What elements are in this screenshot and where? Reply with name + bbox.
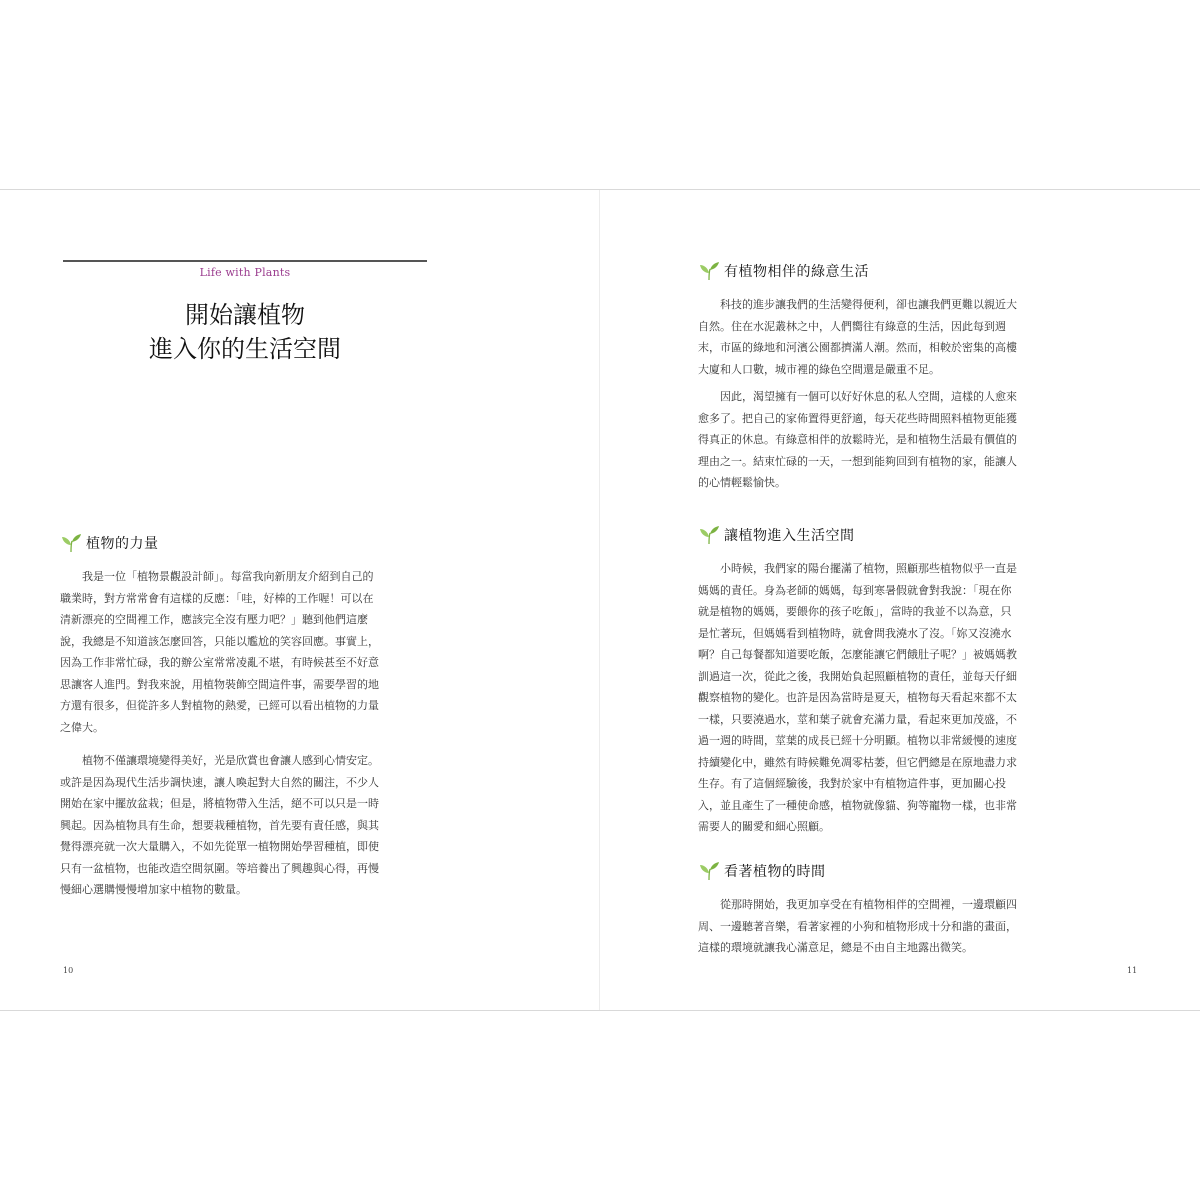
book-spread <box>0 189 1200 1011</box>
text-line: 因為工作非常忙碌，我的辦公室常常凌亂不堪，有時候甚至不好意 <box>60 656 379 669</box>
page-number: 11 <box>1127 966 1138 975</box>
text-line: 因此，渴望擁有一個可以好好休息的私人空間，這樣的人愈來 <box>720 390 1017 403</box>
text-line: 理由之一。結束忙碌的一天，一想到能夠回到有植物的家，能讓人 <box>698 454 1017 468</box>
text-line: 這樣的環境就讓我心滿意足，總是不由自主地露出微笑。 <box>698 941 973 954</box>
text-line: 大廈和人口數，城市裡的綠色空間還是嚴重不足。 <box>698 362 940 376</box>
text-line: 愈多了。把自己的家佈置得更舒適，每天花些時間照料植物更能獲 <box>698 411 1017 425</box>
text-line: 得真正的休息。有綠意相伴的放鬆時光，是和植物生活最有價值的 <box>698 433 1017 446</box>
text-line: 啊？自己每餐都知道要吃飯，怎麼能讓它們餓肚子呢？」被媽媽教 <box>698 648 1017 661</box>
text-line: 科技的進步讓我們的生活變得便利，卻也讓我們更難以親近大 <box>720 298 1017 311</box>
paragraph <box>698 386 1088 494</box>
paragraph <box>698 558 1088 838</box>
sprout-icon <box>698 861 720 881</box>
chapter-title <box>63 298 427 366</box>
text-line: 只有一盆植物，也能改造空間氛圍。等培養出了興趣與心得，再慢 <box>60 861 379 875</box>
paragraph <box>60 750 440 901</box>
text-line: 觀察植物的變化。也許是因為當時是夏天，植物每天看起來都不太 <box>698 691 1017 704</box>
section-watching-plants <box>698 858 1088 965</box>
sprout-icon <box>60 533 82 553</box>
section-heading <box>698 858 1088 884</box>
section-title: 植物的力量 <box>86 536 159 552</box>
text-line: 興起。因為植物具有生命，想要栽種植物，首先要有責任感，與其 <box>60 818 379 832</box>
text-line: 覺得漂亮就一次大量購入，不如先從單一植物開始學習種植，即使 <box>60 840 379 853</box>
text-line: 生存。有了這個經驗後，我對於家中有植物這件事，更加關心投 <box>698 777 1006 790</box>
text-line: 說，我總是不知道該怎麼回答，只能以尷尬的笑容回應。事實上， <box>60 634 379 648</box>
text-line: 一樣，只要澆過水，莖和葉子就會充滿力量，看起來更加茂盛，不 <box>698 712 1017 726</box>
text-line: 清新漂亮的空間裡工作，應該完全沒有壓力吧？」聽到他們這麼 <box>60 613 368 626</box>
text-line: 訓過這一次，從此之後，我開始負起照顧植物的責任，並每天仔細 <box>698 669 1017 683</box>
section-heading <box>698 522 1088 548</box>
text-line: 周、一邊聽著音樂，看著家裡的小狗和植物形成十分和諧的畫面， <box>698 919 1017 933</box>
section-plant-power <box>60 530 440 907</box>
text-line: 方還有很多，但從許多人對植物的熱愛，已經可以看出植物的力量 <box>60 699 379 712</box>
text-line: 媽媽的責任。身為老師的媽媽，每到寒暑假就會對我說：「現在你 <box>698 583 1012 597</box>
paragraph <box>698 894 1088 959</box>
text-line: 思讓客人進門。對我來說，用植物裝飾空間這件事，需要學習的地 <box>60 677 379 691</box>
text-line: 自然。住在水泥叢林之中，人們嚮往有綠意的生活，因此每到週 <box>698 319 1006 333</box>
text-line: 職業時，對方常常會有這樣的反應：「哇，好棒的工作喔！可以在 <box>60 591 374 605</box>
text-line: 從那時開始，我更加享受在有植物相伴的空間裡，一邊環顧四 <box>720 898 1017 911</box>
section-title: 看著植物的時間 <box>724 864 826 880</box>
page-number: 10 <box>63 966 74 975</box>
text-line: 之偉大。 <box>60 720 104 734</box>
header-rule <box>63 260 427 262</box>
text-line: 慢細心選購慢慢增加家中植物的數量。 <box>60 883 247 896</box>
series-label: Life with Plants <box>199 266 291 279</box>
left-page <box>0 190 600 1010</box>
section-green-life <box>698 258 1088 500</box>
text-line: 或許是因為現代生活步調快速，讓人喚起對大自然的關注，不少人 <box>60 775 379 789</box>
chapter-title-line: 進入你的生活空間 <box>149 335 341 363</box>
section-title: 讓植物進入生活空間 <box>724 528 855 544</box>
text-line: 開始在家中擺放盆栽；但是，將植物帶入生活，絕不可以只是一時 <box>60 797 379 810</box>
text-line: 我是一位「植物景觀設計師」。每當我向新朋友介紹到自己的 <box>82 570 374 583</box>
section-plants-into-space <box>698 522 1088 844</box>
section-heading <box>60 530 440 556</box>
paragraph <box>698 294 1088 380</box>
sprout-icon <box>698 525 720 545</box>
paragraph <box>60 566 440 738</box>
right-page <box>600 190 1200 1010</box>
text-line: 小時候，我們家的陽台擺滿了植物，照顧那些植物似乎一直是 <box>720 562 1017 575</box>
text-line: 持續變化中，雖然有時候難免凋零枯萎，但它們總是在原地盡力求 <box>698 755 1017 769</box>
sprout-icon <box>698 261 720 281</box>
text-line: 末，市區的綠地和河濱公園都擠滿人潮。然而，相較於密集的高樓 <box>698 341 1017 354</box>
text-line: 過一週的時間，莖葉的成長已經十分明顯。植物以非常緩慢的速度 <box>698 734 1017 747</box>
chapter-title-line: 開始讓植物 <box>185 301 305 329</box>
section-heading <box>698 258 1088 284</box>
text-line: 就是植物的媽媽，要餵你的孩子吃飯」，當時的我並不以為意，只 <box>698 605 1012 618</box>
text-line: 植物不僅讓環境變得美好，光是欣賞也會讓人感到心情安定。 <box>82 754 379 767</box>
text-line: 需要人的關愛和細心照顧。 <box>698 820 830 833</box>
text-line: 的心情輕鬆愉快。 <box>698 476 786 489</box>
text-line: 入，並且產生了一種使命感，植物就像貓、狗等寵物一樣，也非常 <box>698 798 1017 812</box>
section-title: 有植物相伴的綠意生活 <box>724 264 869 280</box>
text-line: 是忙著玩，但媽媽看到植物時，就會問我澆水了沒。「妳又沒澆水 <box>698 626 1012 640</box>
